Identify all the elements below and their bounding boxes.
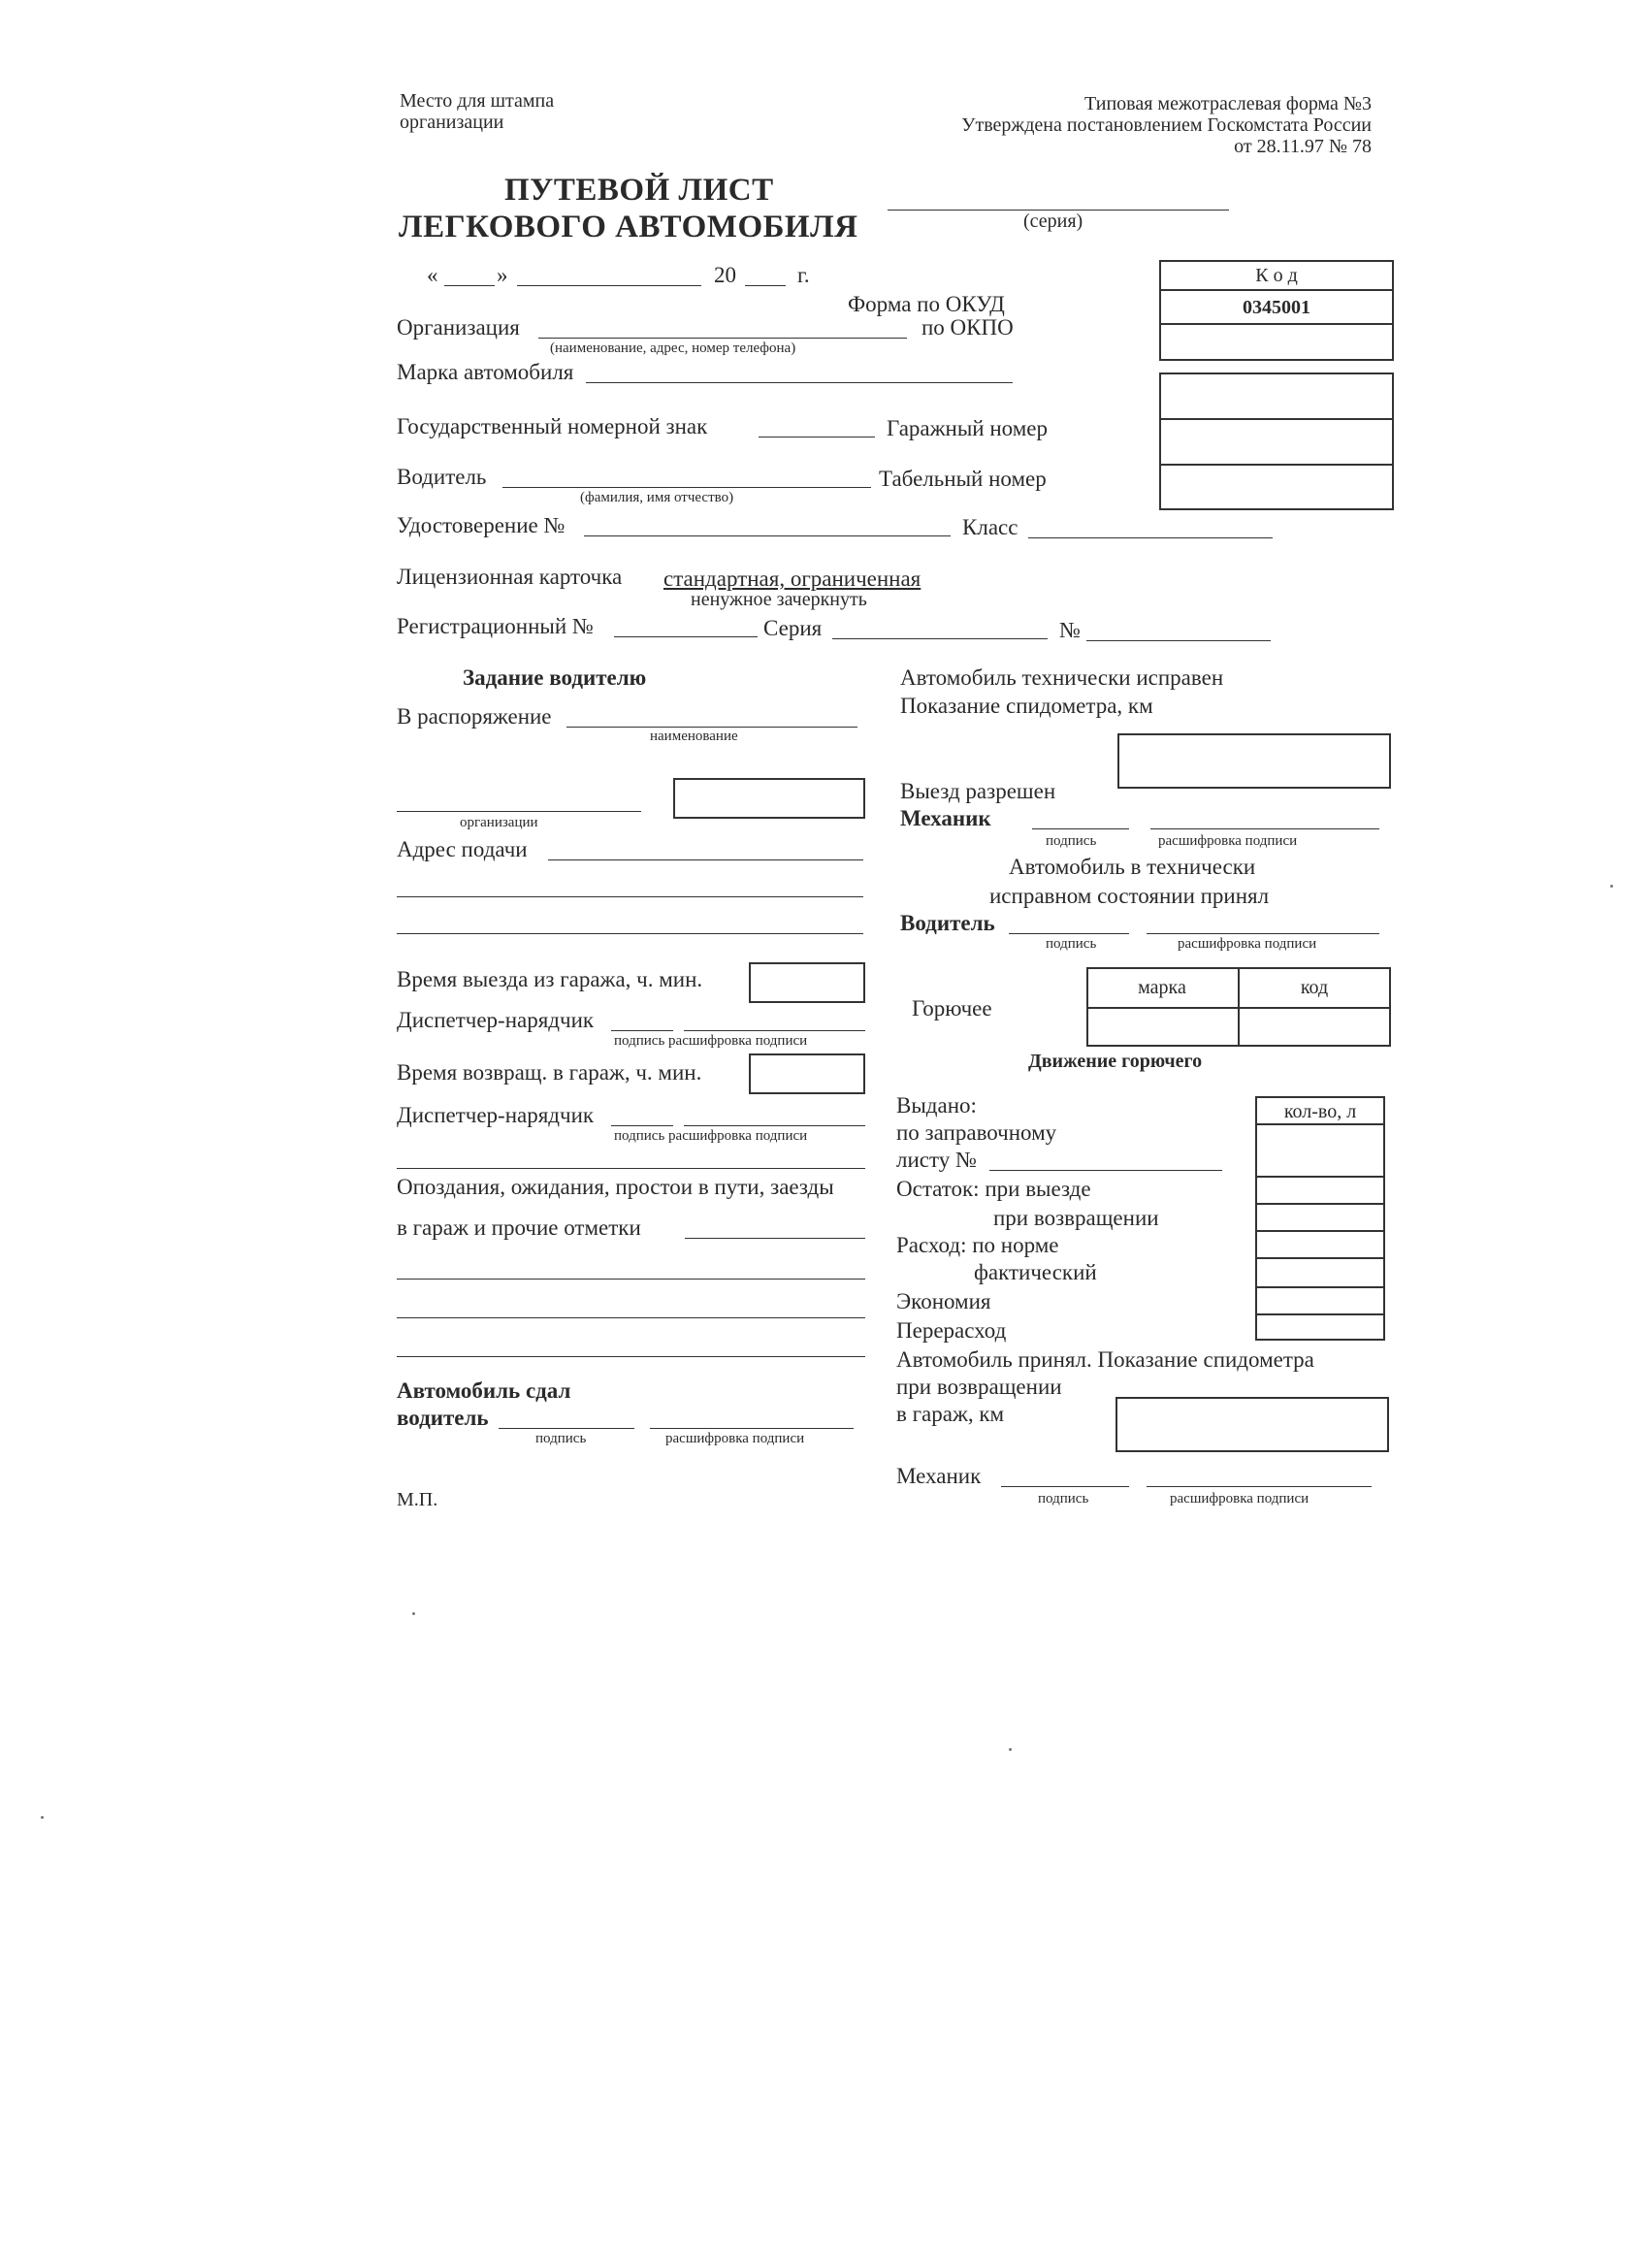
registration-number-label: Регистрационный №: [397, 614, 594, 638]
date-open-quote: «: [427, 263, 438, 287]
license-label: Удостоверение №: [397, 513, 566, 537]
return-odometer-label-1: Автомобиль принял. Показание спидометра: [896, 1347, 1314, 1372]
handed-over-label-2: водитель: [397, 1406, 489, 1430]
at-return-label: при возвращении: [993, 1206, 1159, 1230]
series-input-line[interactable]: [832, 638, 1048, 639]
date-year-suffix: г.: [797, 263, 810, 287]
accepting-driver-decode-hint: расшифровка подписи: [1178, 936, 1317, 952]
delays-input-line-3[interactable]: [397, 1317, 865, 1318]
license-card-hint: ненужное зачеркнуть: [691, 589, 867, 610]
notes-top-line[interactable]: [397, 1168, 865, 1169]
disposal-code-box[interactable]: [673, 778, 865, 819]
form-approval-label: Утверждена постановлением Госкомстата России: [961, 114, 1372, 136]
overspend-label: Перерасход: [896, 1318, 1007, 1343]
departure-time-box[interactable]: [749, 962, 865, 1003]
odometer-box[interactable]: [1117, 733, 1391, 789]
organization-name-line[interactable]: [397, 811, 641, 812]
date-day-line[interactable]: [444, 285, 495, 286]
fuel-sheet-label-1: по заправочному: [896, 1120, 1057, 1145]
return-time-box[interactable]: [749, 1053, 865, 1094]
accepting-driver-signature-line[interactable]: [1009, 933, 1129, 934]
seal-label: М.П.: [397, 1489, 438, 1510]
page-title: ПУТЕВОЙ ЛИСТ: [504, 173, 774, 208]
codes-divider-2: [1159, 323, 1394, 325]
fuel-label: Горючее: [912, 996, 992, 1021]
dispatcher-2-hint: подпись расшифровка подписи: [614, 1128, 808, 1144]
departure-time-label: Время выезда из гаража, ч. мин.: [397, 967, 703, 991]
organization-input-line[interactable]: [538, 338, 907, 339]
fuel-brand-header: марка: [1138, 977, 1186, 998]
address-line-1[interactable]: [548, 859, 863, 860]
garage-personnel-box: [1159, 373, 1394, 510]
delays-label-2: в гараж и прочие отметки: [397, 1215, 641, 1240]
codes-header: К о д: [1255, 265, 1298, 286]
garage-number-label: Гаражный номер: [887, 416, 1048, 440]
mechanic-2-decode-line[interactable]: [1147, 1486, 1372, 1487]
organization-name-hint: организации: [460, 815, 538, 830]
qty-row-divider-3: [1255, 1203, 1385, 1205]
handed-over-decode-line[interactable]: [650, 1428, 854, 1429]
saving-label: Экономия: [896, 1289, 991, 1313]
page-subtitle: ЛЕГКОВОГО АВТОМОБИЛЯ: [399, 210, 858, 244]
disposal-label: В распоряжение: [397, 704, 552, 729]
mechanic-decode-line[interactable]: [1150, 828, 1379, 829]
fuel-code-header: код: [1300, 977, 1329, 998]
disposal-input-line[interactable]: [566, 727, 857, 728]
dispatcher-1-signature-line[interactable]: [611, 1030, 673, 1031]
return-odometer-label-2: при возвращении: [896, 1375, 1062, 1399]
qty-row-divider-7: [1255, 1313, 1385, 1315]
garage-box-divider-1: [1159, 418, 1394, 420]
form-type-label: Типовая межотраслевая форма №3: [1084, 93, 1372, 114]
dispatcher-label-2: Диспетчер-нарядчик: [397, 1103, 595, 1127]
fuel-sheet-input-line[interactable]: [989, 1170, 1222, 1171]
handed-over-signature-line[interactable]: [499, 1428, 634, 1429]
qty-row-divider-6: [1255, 1286, 1385, 1288]
date-year-prefix: 20: [714, 263, 736, 287]
number-input-line[interactable]: [1086, 640, 1271, 641]
dispatcher-1-hint: подпись расшифровка подписи: [614, 1033, 808, 1049]
codes-divider-1: [1159, 289, 1394, 291]
stamp-place-label: Место для штампа: [400, 90, 555, 112]
mechanic-2-label: Механик: [896, 1464, 982, 1488]
car-brand-label: Марка автомобиля: [397, 360, 574, 384]
consumption-label: Расход: по норме: [896, 1233, 1059, 1257]
qty-row-divider-4: [1255, 1230, 1385, 1232]
license-input-line[interactable]: [584, 535, 951, 536]
dispatcher-1-decode-line[interactable]: [684, 1030, 865, 1031]
accepted-label-1: Автомобиль в технически: [1009, 855, 1256, 879]
mechanic-2-signature-line[interactable]: [1001, 1486, 1129, 1487]
personnel-number-label: Табельный номер: [879, 467, 1047, 491]
accepting-driver-decode-line[interactable]: [1147, 933, 1379, 934]
scan-speck: [412, 1612, 415, 1615]
task-heading: Задание водителю: [463, 665, 647, 690]
qty-row-divider-5: [1255, 1257, 1385, 1259]
handed-over-signature-hint: подпись: [535, 1431, 587, 1446]
return-odometer-label-3: в гараж, км: [896, 1402, 1005, 1426]
exit-allowed-label: Выезд разрешен: [900, 779, 1056, 803]
organization-label: Организация: [397, 315, 520, 340]
driver-hint: (фамилия, имя отчество): [580, 490, 734, 505]
mechanic-label: Механик: [900, 806, 991, 830]
car-brand-input-line[interactable]: [586, 382, 1013, 383]
return-odometer-box[interactable]: [1116, 1397, 1389, 1452]
handed-over-decode-hint: расшифровка подписи: [665, 1431, 805, 1446]
okud-code-value: 0345001: [1243, 297, 1310, 318]
qty-row-divider-1: [1255, 1123, 1385, 1125]
class-input-line[interactable]: [1028, 537, 1273, 538]
fuel-sheet-label-2: листу №: [896, 1148, 977, 1172]
accepting-driver-signature-hint: подпись: [1046, 936, 1097, 952]
mechanic-2-signature-hint: подпись: [1038, 1491, 1089, 1507]
license-card-options[interactable]: стандартная, ограниченная: [663, 567, 922, 591]
odometer-label: Показание спидометра, км: [900, 694, 1153, 718]
fuel-quantity-header: кол-во, л: [1283, 1101, 1357, 1122]
dispatcher-2-signature-line[interactable]: [611, 1125, 673, 1126]
dispatcher-2-decode-line[interactable]: [684, 1125, 865, 1126]
mechanic-signature-hint: подпись: [1046, 833, 1097, 849]
series-caption: (серия): [1023, 211, 1083, 232]
scan-speck: [41, 1816, 44, 1819]
delays-label-1: Опоздания, ожидания, простои в пути, заезды: [397, 1175, 834, 1199]
scan-speck: [1009, 1748, 1012, 1751]
return-time-label: Время возвращ. в гараж, ч. мин.: [397, 1060, 702, 1085]
issued-label: Выдано:: [896, 1093, 977, 1118]
date-year-line[interactable]: [745, 285, 786, 286]
tech-ok-label: Автомобиль технически исправен: [900, 665, 1224, 690]
organization-hint: (наименование, адрес, номер телефона): [550, 340, 796, 356]
plate-label: Государственный номерной знак: [397, 414, 708, 438]
actual-consumption-label: фактический: [974, 1260, 1097, 1284]
dispatcher-label-1: Диспетчер-нарядчик: [397, 1008, 595, 1032]
accepting-driver-label: Водитель: [900, 911, 995, 935]
delays-input-line-2[interactable]: [397, 1279, 865, 1280]
address-line-2[interactable]: [397, 896, 863, 897]
driver-input-line[interactable]: [502, 487, 871, 488]
fuel-movement-heading: Движение горючего: [1028, 1051, 1203, 1072]
class-label: Класс: [962, 515, 1018, 539]
registration-number-input-line[interactable]: [614, 636, 758, 637]
disposal-name-hint: наименование: [650, 729, 738, 744]
driver-label: Водитель: [397, 465, 487, 489]
okpo-label: по ОКПО: [922, 315, 1014, 340]
mechanic-signature-line[interactable]: [1032, 828, 1129, 829]
form-approval-date: от 28.11.97 № 78: [1234, 136, 1372, 157]
stamp-place-label-2: организации: [400, 112, 504, 133]
series-label: Серия: [763, 616, 823, 640]
address-line-3[interactable]: [397, 933, 863, 934]
date-close-quote: »: [497, 263, 508, 287]
mechanic-2-decode-hint: расшифровка подписи: [1170, 1491, 1310, 1507]
fuel-quantity-table: [1255, 1096, 1385, 1341]
accepted-label-2: исправном состоянии принял: [989, 884, 1270, 908]
okud-label: Форма по ОКУД: [848, 292, 1005, 316]
delays-input-line-4[interactable]: [397, 1356, 865, 1357]
address-label: Адрес подачи: [397, 837, 528, 861]
garage-box-divider-2: [1159, 464, 1394, 466]
handed-over-label-1: Автомобиль сдал: [397, 1378, 571, 1403]
qty-row-divider-2: [1255, 1176, 1385, 1178]
mechanic-decode-hint: расшифровка подписи: [1158, 833, 1298, 849]
scan-speck: [1610, 885, 1613, 888]
remainder-label: Остаток: при выезде: [896, 1177, 1091, 1201]
delays-input-line-1[interactable]: [685, 1238, 865, 1239]
number-sign-label: №: [1059, 618, 1081, 642]
date-month-line[interactable]: [517, 285, 701, 286]
license-card-label: Лицензионная карточка: [397, 565, 623, 589]
